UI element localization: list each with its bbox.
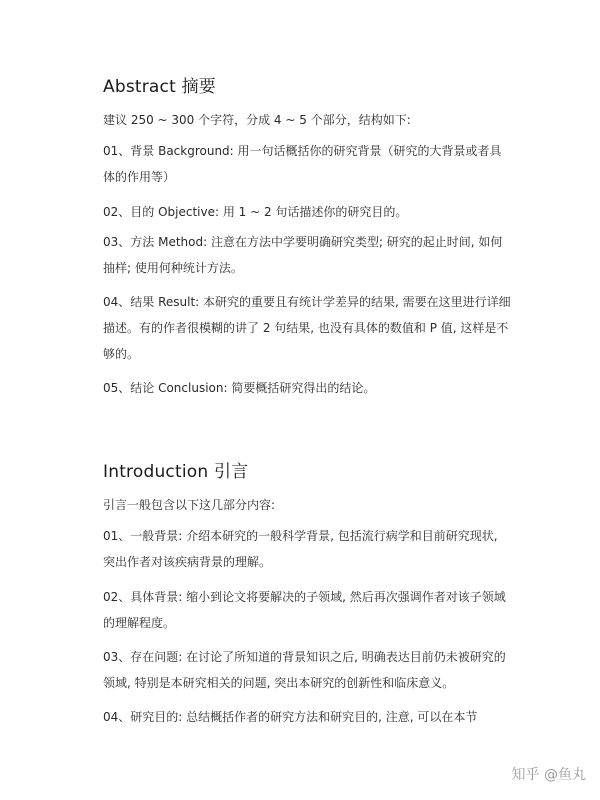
introduction-item-purpose: 04、研究目的: 总结概括作者的研究方法和研究目的, 注意, 可以在本节: [103, 710, 478, 724]
abstract-item-conclusion: 05、结论 Conclusion: 简要概括研究得出的结论。: [103, 381, 376, 395]
abstract-heading: Abstract 摘要: [103, 77, 216, 97]
introduction-item-specific-background: 02、具体背景: 缩小到论文将要解决的子领域, 然后再次强调作者对该子领域的理解程度。: [103, 590, 506, 630]
introduction-item-problems: 03、存在问题: 在讨论了所知道的背景知识之后, 明确表达目前仍未被研究的领域, 特别是本研究相关的问题, 突出本研究的创新性和临床意义。: [103, 650, 506, 690]
abstract-item-objective: 02、目的 Objective: 用 1 ~ 2 句话描述你的研究目的。: [103, 205, 408, 219]
abstract-intro: 建议 250 ~ 300 个字符，分成 4 ~ 5 个部分，结构如下:: [103, 113, 411, 127]
abstract-item-background: 01、背景 Background: 用一句话概括你的研究背景（研究的大背景或者具体的作用等）: [103, 144, 502, 184]
watermark: 知乎 @鱼丸: [511, 767, 586, 783]
abstract-item-method: 03、方法 Method: 注意在方法中学要明确研究类型; 研究的起止时间, 如何抽样; 使用何种统计方法。: [103, 235, 503, 275]
introduction-heading: Introduction 引言: [103, 462, 249, 482]
introduction-item-general-background: 01、一般背景: 介绍本研究的一般科学背景, 包括流行病学和目前研究现状, 突出作者对该疾病背景的理解。: [103, 529, 498, 569]
abstract-item-result: 04、结果 Result: 本研究的重要且有统计学差异的结果, 需要在这里进行详细描述。有的作者很模糊的讲了 2 句结果, 也没有具体的数值和 P 值, 这样是不够的。: [103, 295, 511, 361]
introduction-intro: 引言一般包含以下这几部分内容:: [103, 498, 276, 512]
